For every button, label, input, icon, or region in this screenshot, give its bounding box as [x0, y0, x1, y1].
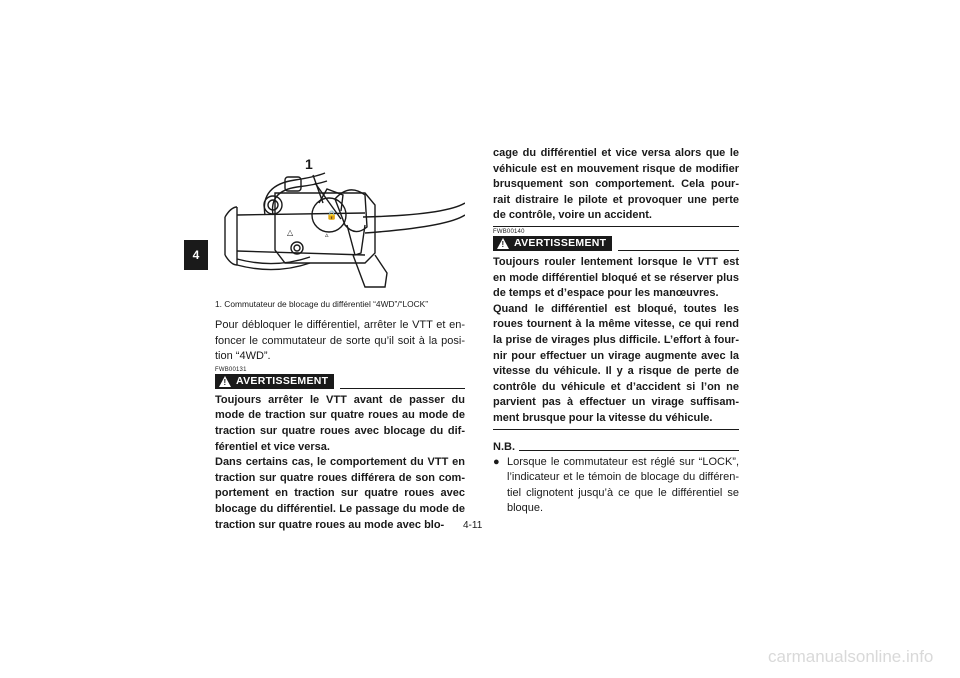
svg-text:▵: ▵ — [325, 232, 329, 239]
warning-code-2: FWB00140 — [493, 228, 525, 235]
warning-badge — [215, 374, 334, 389]
warning2-paragraph-1: Toujours rouler lentement lorsque le VTT est en mode différentiel bloqué et se réserver plus de temps et d’espace pour les manœuvres. — [493, 255, 739, 300]
note-header — [493, 440, 739, 454]
note-rule — [519, 450, 739, 451]
chapter-tab: 4 — [184, 240, 208, 270]
bullet-icon: ● — [493, 455, 500, 468]
warning-continuation: cage du différentiel et vice versa alors que le véhicule est en mouvement risque de modifier brusquement son comportement. Cela pour-rait distraire le pilote et provoquer une perte de contrôle, voire un accident. — [493, 147, 739, 222]
warning-badge-2 — [493, 236, 612, 251]
warning-code: FWB00131 — [215, 366, 247, 373]
figure-caption: 1. Commutateur de blocage du différentiel “4WD”/“LOCK” — [215, 299, 429, 309]
warning2-end-rule — [493, 429, 739, 430]
intro-paragraph: Pour débloquer le différentiel, arrêter le VTT et en-foncer le commutateur de sorte qu’il soit à la posi-tion “4WD”. — [215, 319, 465, 363]
note-label: N.B. — [493, 440, 515, 453]
figure-callout-number: 1 — [305, 156, 313, 172]
warning-label-2: AVERTISSEMENT — [514, 237, 607, 250]
page-number: 4-11 — [463, 520, 483, 531]
note-bullet-item — [493, 455, 739, 517]
warning-triangle-icon: ! — [219, 376, 231, 387]
warning-header — [215, 374, 465, 389]
handlebar-drawing — [215, 155, 465, 290]
svg-text:🔒: 🔒 — [326, 210, 338, 220]
warning-rule — [340, 388, 465, 389]
watermark-text: carmanualsonline.info — [768, 647, 934, 666]
warning2-paragraph-2: Quand le différentiel est bloqué, toutes les roues tournent à la même vitesse, ce qui rend la prise de virages plus difficile. L’effort à four-nir pour effectuer un virage augmente avec la vitesse du véhicule. Il y a risque de perte de contrôle du véhicule et d’accident si l’on ne parvient pas à effectuer un virage suffisam-ment brusque pour la vitesse du véhicule. — [493, 302, 739, 424]
warning-paragraph-2: Dans certains cas, le comportement du VTT en traction sur quatre roues différera de son com-portement en traction sur quatre roues avec blocage du différentiel. Le passage du mode de traction sur quatre roues au mode avec blo- — [215, 456, 465, 531]
note-bullet-text: Lorsque le commutateur est réglé sur “LOCK”, l’indicateur et le témoin de blocage du différen-tiel clignotent jusqu’à ce que le différentiel se bloque. — [507, 455, 739, 515]
svg-text:△: △ — [287, 228, 294, 237]
warning-end-rule — [493, 226, 739, 227]
warning-rule-2 — [618, 250, 739, 251]
warning-label: AVERTISSEMENT — [236, 375, 329, 388]
right-column — [493, 146, 739, 517]
warning-header-2 — [493, 236, 739, 251]
handlebar-switch-illustration — [215, 155, 465, 290]
left-column — [215, 318, 465, 533]
warning-triangle-icon: ! — [497, 238, 509, 249]
warning-paragraph-1: Toujours arrêter le VTT avant de passer du mode de traction sur quatre roues au mode de traction sur quatre roues avec blocage du dif-férentiel et vice versa. — [215, 393, 465, 453]
